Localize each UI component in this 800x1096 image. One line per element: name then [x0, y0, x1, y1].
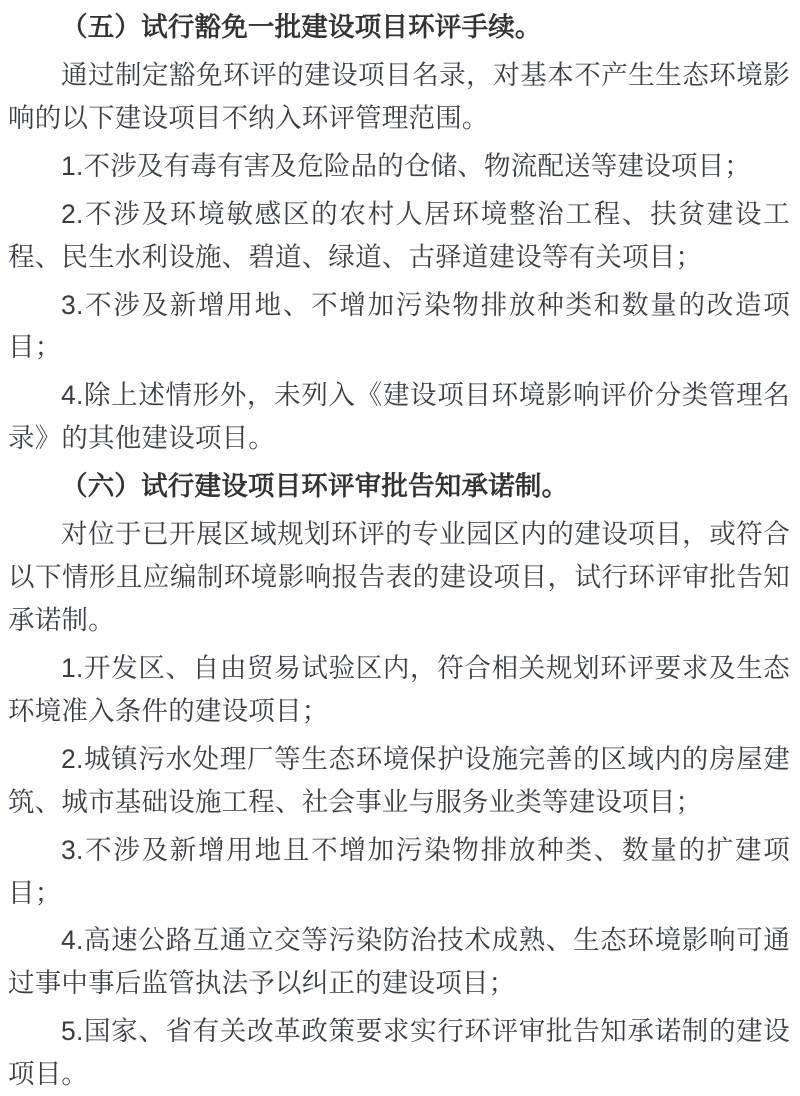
section-commitment-item-5: 5.国家、省有关改革政策要求实行环评审批告知承诺制的建设项目。 [8, 1016, 790, 1090]
section-exemption-intro: 通过制定豁免环评的建设项目名录，对基本不产生生态环境影响的以下建设项目不纳入环评管理范围。 [8, 59, 790, 133]
section-exemption-item-3: 3.不涉及新增用地、不增加污染物排放种类和数量的改造项目； [8, 289, 790, 363]
section-commitment-item-2: 2.城镇污水处理厂等生态环境保护设施完善的区域内的房屋建筑、城市基础设施工程、社会事业与服务业类等建设项目； [8, 743, 790, 817]
section-commitment-item-1: 1.开发区、自由贸易试验区内，符合相关规划环评要求及生态环境准入条件的建设项目； [8, 652, 790, 726]
section-exemption-item-2: 2.不涉及环境敏感区的农村人居环境整治工程、扶贫建设工程、民生水利设施、碧道、绿道、古驿道建设等有关项目； [8, 198, 790, 272]
section-commitment-heading: （六）试行建设项目环评审批告知承诺制。 [61, 471, 569, 502]
section-exemption-item-1: 1.不涉及有毒有害及危险品的仓储、物流配送等建设项目； [61, 150, 752, 181]
section-exemption-heading: （五）试行豁免一批建设项目环评手续。 [61, 12, 542, 42]
section-exemption [8, 6, 790, 460]
section-commitment-item-3: 3.不涉及新增用地且不增加污染物排放种类、数量的扩建项目； [8, 834, 790, 908]
section-exemption-item-4: 4.除上述情形外，未列入《建设项目环境影响评价分类管理名录》的其他建设项目。 [8, 380, 790, 454]
section-commitment-intro: 对位于已开展区域规划环评的专业园区内的建设项目，或符合以下情形且应编制环境影响报告表的建设项目，试行环评审批告知承诺制。 [8, 519, 790, 635]
section-commitment [8, 465, 790, 1096]
section-commitment-item-4: 4.高速公路互通立交等污染防治技术成熟、生态环境影响可通过事中事后监管执法予以纠正的建设项目； [8, 925, 790, 999]
